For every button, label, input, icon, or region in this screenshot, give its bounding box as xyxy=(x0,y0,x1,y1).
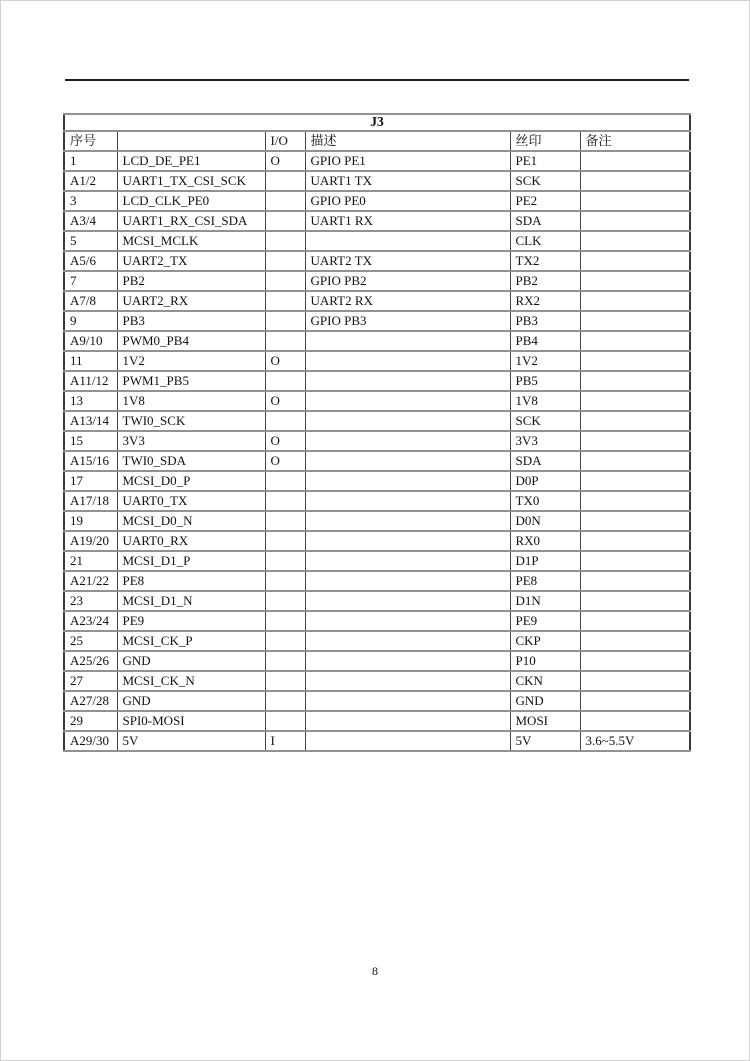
cell-signal: PE9 xyxy=(117,611,265,631)
cell-io xyxy=(265,411,305,431)
cell-serial: 5 xyxy=(64,231,117,251)
cell-remark xyxy=(580,611,690,631)
cell-remark xyxy=(580,631,690,651)
cell-signal: MCSI_D0_P xyxy=(117,471,265,491)
cell-silkscreen: TX0 xyxy=(510,491,580,511)
cell-io xyxy=(265,491,305,511)
cell-io xyxy=(265,371,305,391)
cell-remark xyxy=(580,511,690,531)
table-row xyxy=(64,471,690,491)
cell-signal: GND xyxy=(117,691,265,711)
cell-silkscreen: CLK xyxy=(510,231,580,251)
column-header-remark: 备注 xyxy=(580,131,690,151)
cell-io: O xyxy=(265,151,305,171)
cell-signal: UART2_RX xyxy=(117,291,265,311)
cell-silkscreen: SCK xyxy=(510,411,580,431)
cell-silkscreen: SDA xyxy=(510,211,580,231)
cell-description xyxy=(305,471,510,491)
table-row xyxy=(64,351,690,371)
table-title-row xyxy=(64,114,690,131)
cell-serial: A19/20 xyxy=(64,531,117,551)
table-row xyxy=(64,711,690,731)
cell-description xyxy=(305,391,510,411)
cell-remark xyxy=(580,671,690,691)
cell-signal: LCD_DE_PE1 xyxy=(117,151,265,171)
cell-io xyxy=(265,171,305,191)
cell-serial: A5/6 xyxy=(64,251,117,271)
table-row xyxy=(64,491,690,511)
table-row xyxy=(64,551,690,571)
cell-silkscreen: D0N xyxy=(510,511,580,531)
cell-description xyxy=(305,731,510,751)
cell-signal: PB3 xyxy=(117,311,265,331)
cell-serial: A23/24 xyxy=(64,611,117,631)
page-number: 8 xyxy=(372,964,378,978)
cell-silkscreen: 1V8 xyxy=(510,391,580,411)
cell-silkscreen: PB4 xyxy=(510,331,580,351)
cell-silkscreen: CKP xyxy=(510,631,580,651)
cell-silkscreen: 3V3 xyxy=(510,431,580,451)
cell-silkscreen: RX2 xyxy=(510,291,580,311)
cell-serial: 1 xyxy=(64,151,117,171)
cell-serial: A25/26 xyxy=(64,651,117,671)
cell-signal: 1V8 xyxy=(117,391,265,411)
cell-silkscreen: 5V xyxy=(510,731,580,751)
cell-remark xyxy=(580,151,690,171)
cell-serial: 23 xyxy=(64,591,117,611)
cell-serial: A27/28 xyxy=(64,691,117,711)
cell-io xyxy=(265,251,305,271)
cell-remark xyxy=(580,291,690,311)
cell-io xyxy=(265,531,305,551)
cell-silkscreen: SCK xyxy=(510,171,580,191)
cell-remark xyxy=(580,351,690,371)
cell-signal: MCSI_D1_P xyxy=(117,551,265,571)
cell-description xyxy=(305,631,510,651)
cell-remark xyxy=(580,251,690,271)
cell-silkscreen: D1N xyxy=(510,591,580,611)
cell-remark xyxy=(580,391,690,411)
cell-io: O xyxy=(265,351,305,371)
cell-description xyxy=(305,431,510,451)
cell-remark: 3.6~5.5V xyxy=(580,731,690,751)
cell-remark xyxy=(580,411,690,431)
table-title: J3 xyxy=(64,114,690,131)
cell-io xyxy=(265,291,305,311)
cell-remark xyxy=(580,591,690,611)
cell-silkscreen: PB2 xyxy=(510,271,580,291)
cell-remark xyxy=(580,471,690,491)
table-row xyxy=(64,191,690,211)
cell-description xyxy=(305,651,510,671)
cell-silkscreen: CKN xyxy=(510,671,580,691)
cell-signal: MCSI_CK_P xyxy=(117,631,265,651)
cell-io xyxy=(265,191,305,211)
cell-io: O xyxy=(265,431,305,451)
table-row xyxy=(64,531,690,551)
column-header-description: 描述 xyxy=(305,131,510,151)
cell-serial: 21 xyxy=(64,551,117,571)
cell-signal: UART1_RX_CSI_SDA xyxy=(117,211,265,231)
cell-signal: MCSI_CK_N xyxy=(117,671,265,691)
cell-serial: 25 xyxy=(64,631,117,651)
cell-remark xyxy=(580,451,690,471)
cell-description xyxy=(305,531,510,551)
cell-remark xyxy=(580,371,690,391)
cell-remark xyxy=(580,211,690,231)
cell-description xyxy=(305,551,510,571)
cell-signal: 3V3 xyxy=(117,431,265,451)
cell-description xyxy=(305,331,510,351)
cell-io xyxy=(265,611,305,631)
cell-signal: PB2 xyxy=(117,271,265,291)
cell-description xyxy=(305,351,510,371)
cell-serial: 17 xyxy=(64,471,117,491)
cell-io xyxy=(265,551,305,571)
cell-io xyxy=(265,311,305,331)
cell-serial: A11/12 xyxy=(64,371,117,391)
cell-serial: A17/18 xyxy=(64,491,117,511)
cell-signal: 1V2 xyxy=(117,351,265,371)
cell-remark xyxy=(580,171,690,191)
cell-silkscreen: SDA xyxy=(510,451,580,471)
cell-signal: MCSI_MCLK xyxy=(117,231,265,251)
table-row xyxy=(64,651,690,671)
cell-description xyxy=(305,371,510,391)
table-row xyxy=(64,251,690,271)
cell-io xyxy=(265,211,305,231)
cell-signal: SPI0-MOSI xyxy=(117,711,265,731)
table-row xyxy=(64,271,690,291)
cell-serial: 19 xyxy=(64,511,117,531)
cell-signal: PE8 xyxy=(117,571,265,591)
cell-silkscreen: D0P xyxy=(510,471,580,491)
cell-io xyxy=(265,471,305,491)
cell-description: GPIO PE1 xyxy=(305,151,510,171)
table-row xyxy=(64,211,690,231)
table-row xyxy=(64,731,690,751)
cell-description: UART1 RX xyxy=(305,211,510,231)
cell-serial: 9 xyxy=(64,311,117,331)
cell-io xyxy=(265,591,305,611)
cell-remark xyxy=(580,711,690,731)
cell-description xyxy=(305,671,510,691)
cell-silkscreen: P10 xyxy=(510,651,580,671)
cell-description xyxy=(305,451,510,471)
cell-description xyxy=(305,231,510,251)
cell-serial: 3 xyxy=(64,191,117,211)
cell-remark xyxy=(580,331,690,351)
table-body xyxy=(64,151,690,751)
table-row xyxy=(64,691,690,711)
cell-remark xyxy=(580,571,690,591)
column-header-serial: 序号 xyxy=(64,131,117,151)
cell-silkscreen: PB3 xyxy=(510,311,580,331)
cell-io xyxy=(265,331,305,351)
cell-signal: TWI0_SDA xyxy=(117,451,265,471)
cell-silkscreen: PE9 xyxy=(510,611,580,631)
cell-serial: A29/30 xyxy=(64,731,117,751)
cell-silkscreen: D1P xyxy=(510,551,580,571)
cell-description: UART2 RX xyxy=(305,291,510,311)
table-row xyxy=(64,591,690,611)
column-header-silkscreen: 丝印 xyxy=(510,131,580,151)
cell-signal: PWM0_PB4 xyxy=(117,331,265,351)
pin-table-j3 xyxy=(63,113,691,752)
cell-description xyxy=(305,691,510,711)
cell-description xyxy=(305,711,510,731)
cell-io xyxy=(265,511,305,531)
cell-io: O xyxy=(265,451,305,471)
table-row xyxy=(64,431,690,451)
table-header-row xyxy=(64,131,690,151)
cell-signal: 5V xyxy=(117,731,265,751)
cell-remark xyxy=(580,491,690,511)
table-row xyxy=(64,151,690,171)
cell-description xyxy=(305,571,510,591)
cell-signal: UART0_RX xyxy=(117,531,265,551)
cell-description: GPIO PB3 xyxy=(305,311,510,331)
cell-io xyxy=(265,711,305,731)
cell-signal: TWI0_SCK xyxy=(117,411,265,431)
table-row xyxy=(64,371,690,391)
cell-description xyxy=(305,591,510,611)
cell-io xyxy=(265,271,305,291)
cell-io: O xyxy=(265,391,305,411)
cell-serial: A9/10 xyxy=(64,331,117,351)
cell-signal: UART1_TX_CSI_SCK xyxy=(117,171,265,191)
cell-silkscreen: PE2 xyxy=(510,191,580,211)
cell-signal: UART0_TX xyxy=(117,491,265,511)
table-row xyxy=(64,451,690,471)
cell-io xyxy=(265,651,305,671)
cell-remark xyxy=(580,651,690,671)
cell-description xyxy=(305,491,510,511)
table-row xyxy=(64,311,690,331)
cell-silkscreen: PE8 xyxy=(510,571,580,591)
table-row xyxy=(64,571,690,591)
table-row xyxy=(64,511,690,531)
cell-serial: 27 xyxy=(64,671,117,691)
cell-serial: 7 xyxy=(64,271,117,291)
cell-serial: 13 xyxy=(64,391,117,411)
cell-signal: MCSI_D0_N xyxy=(117,511,265,531)
cell-serial: A13/14 xyxy=(64,411,117,431)
cell-silkscreen: GND xyxy=(510,691,580,711)
cell-signal: UART2_TX xyxy=(117,251,265,271)
cell-serial: A3/4 xyxy=(64,211,117,231)
cell-serial: 15 xyxy=(64,431,117,451)
cell-io xyxy=(265,631,305,651)
cell-serial: A7/8 xyxy=(64,291,117,311)
cell-silkscreen: TX2 xyxy=(510,251,580,271)
cell-description: UART2 TX xyxy=(305,251,510,271)
column-header-signal xyxy=(117,131,265,151)
header-rule xyxy=(65,79,689,81)
cell-remark xyxy=(580,271,690,291)
cell-serial: A15/16 xyxy=(64,451,117,471)
cell-signal: LCD_CLK_PE0 xyxy=(117,191,265,211)
cell-remark xyxy=(580,231,690,251)
column-header-io: I/O xyxy=(265,131,305,151)
cell-io xyxy=(265,671,305,691)
cell-remark xyxy=(580,191,690,211)
cell-description: GPIO PB2 xyxy=(305,271,510,291)
cell-silkscreen: 1V2 xyxy=(510,351,580,371)
table-row xyxy=(64,671,690,691)
cell-serial: A1/2 xyxy=(64,171,117,191)
cell-description: GPIO PE0 xyxy=(305,191,510,211)
table-row xyxy=(64,411,690,431)
cell-serial: 11 xyxy=(64,351,117,371)
cell-remark xyxy=(580,551,690,571)
cell-silkscreen: MOSI xyxy=(510,711,580,731)
cell-io xyxy=(265,231,305,251)
cell-remark xyxy=(580,531,690,551)
cell-remark xyxy=(580,311,690,331)
cell-silkscreen: PB5 xyxy=(510,371,580,391)
cell-silkscreen: RX0 xyxy=(510,531,580,551)
table-row xyxy=(64,631,690,651)
cell-signal: MCSI_D1_N xyxy=(117,591,265,611)
cell-io xyxy=(265,691,305,711)
cell-description: UART1 TX xyxy=(305,171,510,191)
cell-description xyxy=(305,511,510,531)
table-row xyxy=(64,231,690,251)
cell-remark xyxy=(580,431,690,451)
table-row xyxy=(64,331,690,351)
cell-silkscreen: PE1 xyxy=(510,151,580,171)
cell-remark xyxy=(580,691,690,711)
cell-description xyxy=(305,611,510,631)
cell-serial: A21/22 xyxy=(64,571,117,591)
table-row xyxy=(64,611,690,631)
cell-description xyxy=(305,411,510,431)
cell-io: I xyxy=(265,731,305,751)
cell-serial: 29 xyxy=(64,711,117,731)
table-row xyxy=(64,291,690,311)
cell-io xyxy=(265,571,305,591)
cell-signal: PWM1_PB5 xyxy=(117,371,265,391)
table-row xyxy=(64,171,690,191)
table-row xyxy=(64,391,690,411)
cell-signal: GND xyxy=(117,651,265,671)
